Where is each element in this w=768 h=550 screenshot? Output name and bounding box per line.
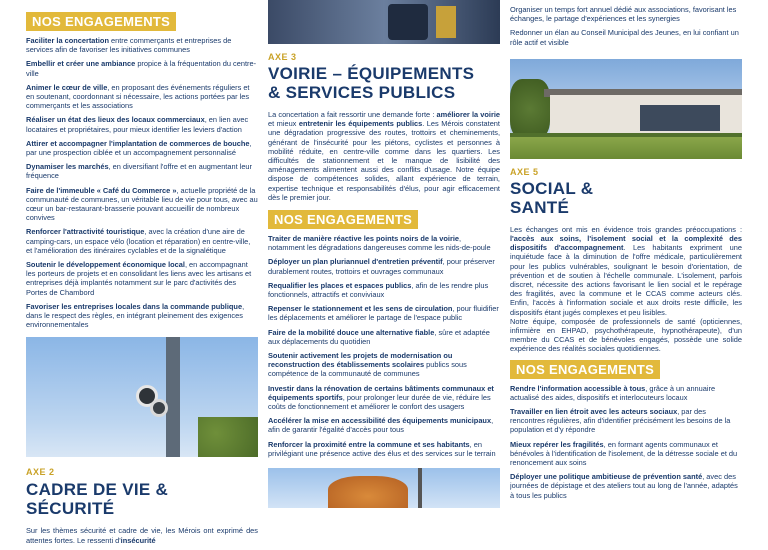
engagement-item-text: , dans le respect des règles, en intégrant pleinement des exigences environnementales	[26, 301, 245, 330]
engagements-list	[268, 234, 500, 458]
engagement-item-bold: Soutenir le développement économique local	[26, 260, 185, 270]
axe-title-line2: & SERVICES PUBLICS	[268, 83, 456, 102]
engagement-item-text: , afin de les rendre plus fonctionnels, attractifs et conviviaux	[268, 280, 489, 300]
intro-text: La concertation a fait ressortir une demande forte :	[268, 110, 437, 119]
engagement-item-bold: Déployer une politique ambitieuse de prévention santé	[510, 472, 703, 482]
intro-bold: insécurité	[120, 535, 156, 545]
engagement-item-text: , notamment les dégradations dangereuses comme les nids-de-poule	[268, 234, 491, 253]
engagement-item	[510, 407, 742, 435]
engagement-item	[268, 257, 500, 275]
engagement-item-text: Redonner un élan au Conseil Municipal des Jeunes, en lui confiant un rôle actif et visible	[510, 28, 739, 47]
engagements-banner: NOS ENGAGEMENTS	[268, 210, 418, 229]
engagement-item-text: propice à la fréquentation du centre-ville	[26, 59, 257, 78]
engagement-item	[26, 59, 258, 77]
engagement-item-bold: Travailler en lien étroit avec les acteurs sociaux	[510, 407, 678, 417]
engagement-item-bold: Favoriser les entreprises locales dans la commande publique	[26, 301, 243, 311]
engagement-item-bold: Rendre l'information accessible à tous	[510, 383, 646, 393]
engagement-item	[26, 83, 258, 111]
engagement-item-text: , en proposant des événements réguliers et en soutenant, coordonnant si nécessaire, les actions portées par les commerçants et les associations	[26, 82, 250, 111]
engagements-list	[510, 384, 742, 500]
intro-text-end: . Les Mérois constatent une dégradation progressive des routes, trottoirs et cheminements, générant de l'insécurité pour les piétons, cyclistes et personnes à mobilité réduite, en centre-ville comme dans les quartiers. Les difficultés de stationnement et le manque de lisibilité des aménagements alimentent aussi des conflits d'usage. Notre équipe dispose de compétences solides, allant expérience de terrain, expertise technique et responsabilités d'élus, pour agir efficacement dès le premier jour.	[268, 119, 500, 202]
engagements-banner: NOS ENGAGEMENTS	[510, 360, 660, 379]
axe-label: AXE 3	[268, 52, 297, 62]
column-voirie	[268, 0, 500, 550]
engagement-item	[268, 328, 500, 346]
surveillance-camera-photo	[26, 337, 258, 457]
engagement-item-bold: Renforcer la proximité entre la commune et ses habitants	[268, 439, 470, 449]
axe-title-line2: SÉCURITÉ	[26, 499, 115, 519]
engagement-item-bold: Attirer et accompagner l'implantation de commerces de bouche	[26, 138, 250, 148]
column-social	[510, 0, 742, 550]
engagement-item-bold: Réaliser un état des lieux des locaux commerciaux	[26, 115, 205, 125]
engagement-item-bold: Embellir et créer une ambiance	[26, 59, 136, 69]
engagement-item	[26, 260, 258, 297]
engagement-item	[26, 302, 258, 330]
axe-label: AXE 5	[510, 166, 539, 177]
axe-title-line1: SOCIAL &	[510, 178, 594, 198]
engagement-item	[26, 115, 258, 133]
engagement-item-text: , grâce à un annuaire actualisé des aides, dispositifs et interlocuteurs locaux	[510, 383, 716, 402]
team-paragraph: Notre équipe, composée de professionnels de santé (opticiennes, infirmière en EHPAD, psychothérapeute, hypnothérapeute), d'un membre du CCAS et de bénévoles engagés, possède une solide expérience des réalités sociales quotidiennes.	[510, 316, 742, 354]
intro-text-end: . Les habitants expriment une inquiétude face à la diminution de l'offre médicale, particulièrement pour les publics vulnérables, soulignant le besoin d'orientation, de prévention et de soutien à l'échelle communale. L'isolement, parfois discret, nécessite des actions favorisant le lien social et le repérage des fragilités, avec la commune et le CCAS comme acteurs clés. Enfin, l'accès à l'information sociale et aux droits reste difficile, les dispositifs étant jugés complexes et peu lisibles.	[510, 243, 742, 317]
building-door-photo	[268, 0, 500, 44]
engagement-item	[268, 304, 500, 322]
axe-intro	[510, 225, 742, 317]
engagement-item-text: , pour prolonger leur durée de vie, réduire les coûts de fonctionnement et améliorer le confort des usagers	[268, 392, 491, 412]
engagement-item	[268, 351, 500, 379]
engagement-item-text: , avec des journées de dépistage et des ateliers tout au long de l'année, adaptés à tous les publics	[510, 472, 738, 500]
engagement-item	[268, 281, 500, 299]
intro-bold: l'accès aux soins, l'isolement social et la complexité des dispositifs d'accompagnement	[510, 234, 742, 253]
engagement-item-text: , par une prospection ciblée et un accompagnement personnalisé	[26, 138, 252, 158]
engagement-item	[510, 440, 742, 468]
intro-bold-2: entretenir les équipements publics	[298, 119, 423, 129]
engagement-item	[268, 384, 500, 412]
engagement-item-bold: Dynamiser les marchés	[26, 162, 109, 172]
engagement-item-text: , actuelle propriété de la communauté de communes, un véritable lieu de vie pour tous, avec au cœur un bar-restaurant-brasserie pouvant accueillir de nombreux convives	[26, 185, 258, 223]
engagement-item-bold: Animer le cœur de ville	[26, 82, 108, 92]
engagement-item-text: , en diversifiant l'offre et en augmentant leur fréquence	[26, 162, 253, 181]
engagement-item	[26, 227, 258, 255]
engagement-item-text: , pour préserver durablement routes, trottoirs et ouvrages communaux	[268, 257, 495, 276]
engagement-item-text: , en lien avec locataires et propriétaires, pour mieux identifier les leviers d'action	[26, 115, 249, 134]
engagement-item-bold: Accélérer la mise en accessibilité des équipements municipaux	[268, 416, 492, 426]
engagement-item	[26, 186, 258, 223]
engagement-item-bold: Repenser le stationnement et les sens de circulation	[268, 304, 453, 314]
axe-intro	[26, 526, 258, 544]
engagement-item-text: , sûre et adaptée aux déplacements du quotidien	[268, 327, 490, 346]
engagement-item-text: , en privilégiant une présence active des élus et des services sur le terrain	[268, 439, 496, 458]
engagement-item-text: , afin de garantir l'égalité d'accès pour tous	[268, 416, 494, 435]
engagement-item	[268, 440, 500, 458]
engagement-item	[26, 139, 258, 157]
intro-bold: améliorer la voirie	[436, 110, 500, 119]
axe-label: AXE 2	[26, 467, 55, 478]
axe-title-line1: VOIRIE – ÉQUIPEMENTS	[268, 64, 475, 83]
intro-text: Sur les thèmes sécurité et cadre de vie, les Mérois ont exprimé des attentes fortes. Le ressenti d'	[26, 526, 258, 545]
axe-title-line2: SANTÉ	[510, 197, 570, 217]
engagement-item-text: entre commerçants et entreprises de services afin de favoriser les initiatives communes	[26, 36, 232, 55]
engagement-item-bold: Faire de l'immeuble « Café du Commerce »	[26, 185, 177, 195]
engagement-item-bold: Soutenir activement les projets de modernisation ou reconstruction des établissements scolaires	[268, 351, 453, 370]
engagement-item	[268, 416, 500, 434]
axe-title-line1: CADRE DE VIE &	[26, 480, 169, 500]
engagements-banner: NOS ENGAGEMENTS	[26, 12, 176, 31]
engagement-item-bold: Faciliter la concertation	[26, 36, 109, 45]
engagement-item-bold: Mieux repérer les fragilités	[510, 439, 604, 449]
engagement-item-text: Organiser un temps fort annuel dédié aux associations, favorisant les échanges, le partage d'expériences et les synergies	[510, 5, 737, 24]
engagement-item-bold: Requalifier les places et espaces publics	[268, 280, 412, 290]
engagement-item	[26, 162, 258, 180]
engagement-item-text: , avec la création d'une aire de camping-cars, un espace vélo (location et réparation) en centre-ville, et l'amélioration des itinéraires cyclables et de la signalétique	[26, 227, 251, 255]
column-economy	[26, 0, 258, 550]
engagement-item-bold: Traiter de manière réactive les points noirs de la voirie	[268, 234, 460, 244]
engagement-item-text: , pour fluidifier les déplacements et améliorer le partage de l'espace public	[268, 304, 499, 323]
engagement-item-bold: Investir dans la rénovation de certains bâtiments communaux et équipements sportifs	[268, 383, 494, 402]
intro-text: Les échanges ont mis en évidence trois grandes préoccupations :	[510, 224, 742, 234]
engagement-item	[510, 5, 742, 23]
engagement-item-text: , en formant agents communaux et bénévoles à l'identification de l'isolement, de la détresse sociale et du renoncement aux soins	[510, 439, 738, 468]
engagement-item	[510, 28, 742, 46]
engagement-item	[26, 36, 258, 54]
engagement-item	[510, 384, 742, 402]
engagement-item-bold: Déployer un plan pluriannuel d'entretien préventif	[268, 257, 443, 267]
engagement-item-bold: Faire de la mobilité douce une alternative fiable	[268, 327, 435, 337]
community-building-photo	[510, 59, 742, 159]
street-tree-photo	[268, 468, 500, 508]
engagements-list-continued	[510, 5, 742, 47]
intro-text-mid: et mieux	[268, 119, 299, 129]
engagement-item-bold: Renforcer l'attractivité touristique	[26, 227, 145, 237]
engagement-item	[268, 234, 500, 252]
axe-intro	[268, 110, 500, 202]
engagement-item	[510, 472, 742, 500]
engagement-item-text: , par des rencontres régulières, afin d'identifier précisément les besoins de la population et d'y répondre	[510, 407, 731, 435]
engagement-item-text: publics sous compétence de la communauté de communes	[268, 360, 467, 379]
engagement-item-text: , en accompagnant les porteurs de projets et en consolidant les liens avec les artisans et entreprises déjà implantés notamment sur le parc d'activités des Portes de Chambord	[26, 260, 252, 297]
engagements-list	[26, 36, 258, 329]
